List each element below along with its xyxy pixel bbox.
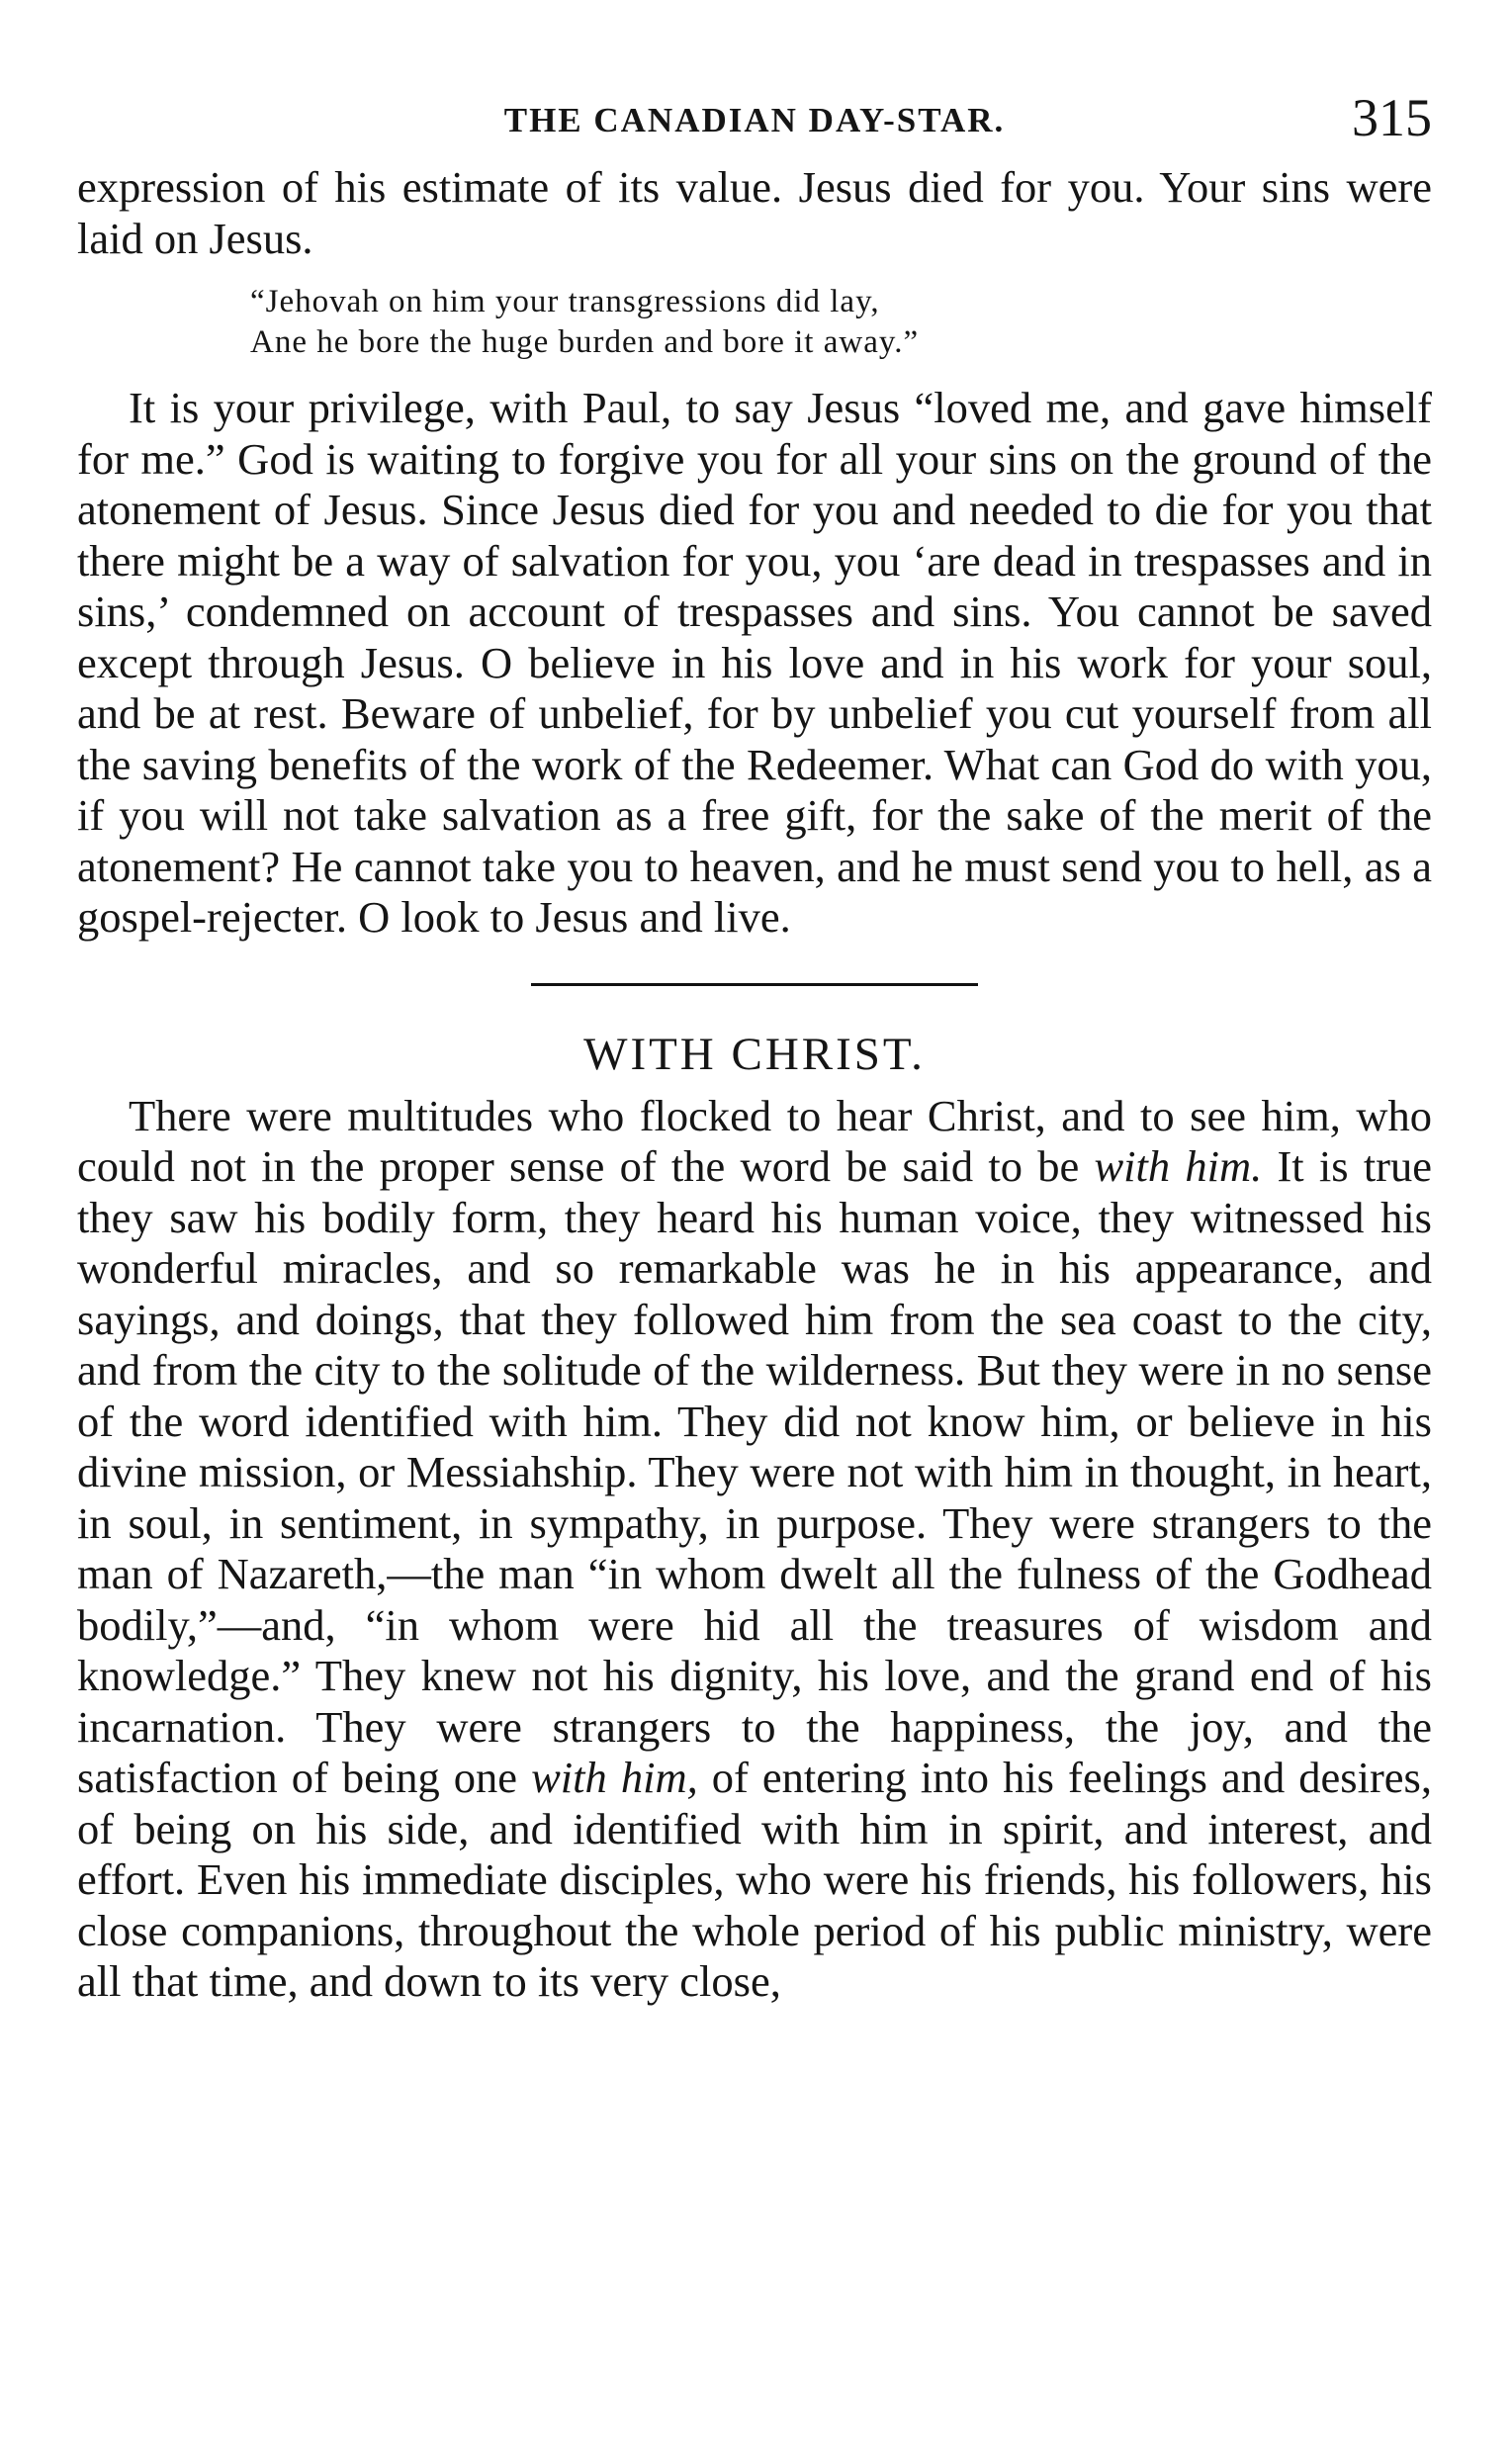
- verse-quote: [250, 282, 1432, 363]
- book-page: [77, 87, 1432, 2008]
- body-paragraph: [77, 1091, 1432, 2008]
- section-heading: WITH CHRIST.: [583, 1028, 926, 1080]
- running-title: THE CANADIAN DAY-STAR.: [503, 101, 1006, 139]
- paragraph-text: It is true they saw his bodily form, they heard his human voice, they witnessed his wonderful miracles, and so remarkable was he in his appearance, and sayings, and doings, that they followed him from the sea coast to the city, and from the city to the solitude of the wilderness. But they were in no sense of the word identified with him. They did not know him, or believe in his divine mission, or Messiahship. They were not with him in thought, in heart, in soul, in sentiment, in sympathy, in purpose. They were strangers to the man of Nazareth,—the man “in whom dwelt all the fulness of the Godhead bodily,”—and, “in whom were hid all the treasures of wisdom and knowledge.” They knew not his dignity, his love, and the grand end of his incarnation. They were strangers to the happiness, the joy, and the satisfaction of being one: [77, 1141, 1432, 1802]
- verse-line: “Jehovah on him your transgressions did lay,: [250, 284, 880, 319]
- paragraph-text: There were multitudes who flocked to hear Christ, and to see him, who could not in the proper sense of the word be said to be: [77, 1090, 1432, 1191]
- running-head: [77, 87, 1432, 156]
- verse-line: Ane he bore the huge burden and bore it away.”: [250, 324, 920, 360]
- page-number: 315: [1352, 88, 1432, 147]
- continued-paragraph: expression of his estimate of its value. Jesus died for you. Your sins were laid on Jesus.: [77, 162, 1432, 263]
- body-paragraph: It is your privilege, with Paul, to say Jesus “loved me, and gave himself for me.” God is waiting to forgive you for all your sins on the ground of the atonement of Jesus. Since Jesus died for you and needed to die for you that there might be a way of salvation for you, you ‘are dead in trespasses and in sins,’ condemned on account of trespasses and sins. You cannot be saved except through Jesus. O believe in his love and in his work for your soul, and be at rest. Beware of unbelief, for by unbelief you cut yourself from all the saving benefits of the work of the Redeemer. What can God do with you, if you will not take salvation as a free gift, for the sake of the merit of the atonement? He cannot take you to heaven, and he must send you to hell, as a gospel-rejecter. O look to Jesus and live.: [77, 383, 1432, 942]
- paragraph-text: of entering into his feelings and desires, of being on his side, and identified with him in spirit, and interest, and effort. Even his immediate disciples, who were his friends, his followers, his close companions, throughout the whole period of his public ministry, were all that time, and down to its very close,: [77, 1753, 1432, 2006]
- italic-emphasis: with him,: [531, 1753, 698, 1802]
- section-divider: [531, 983, 978, 986]
- italic-emphasis: with him.: [1094, 1141, 1263, 1191]
